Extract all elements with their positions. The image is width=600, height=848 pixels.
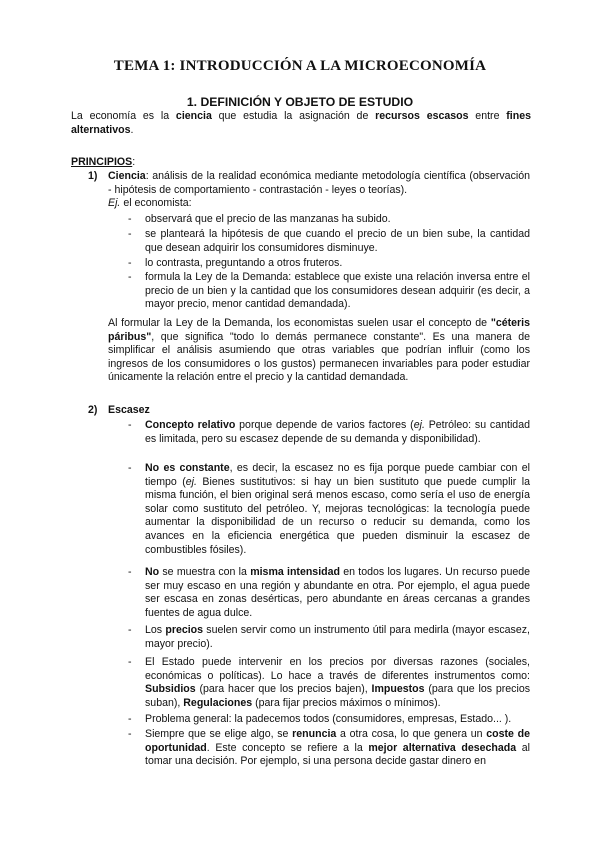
- bullet-dash: -: [128, 228, 132, 240]
- list-item: lo contrasta, preguntando a otros fruteros.: [145, 257, 343, 269]
- item-number-1: 1): [88, 170, 98, 182]
- item-ciencia: Ciencia: análisis de la realidad económica mediante metodología científica (observación - hipótesis de comportamiento - contrastación - leyes o teorías).: [108, 170, 530, 196]
- bullet-dash: -: [128, 213, 132, 225]
- list-item: Los precios suelen servir como un instrumento útil para medirla (mayor escasez, mayor precio).: [145, 624, 530, 650]
- bullet-dash: -: [128, 728, 132, 740]
- list-item: Siempre que se elige algo, se renuncia a otra cosa, lo que genera un coste de oportunidad. Este concepto se refiere a la mejor alternativa desechada al tomar una decisión. Por ejemplo, si una persona decide gastar dinero en: [145, 728, 530, 768]
- bullet-dash: -: [128, 257, 132, 269]
- list-item: Concepto relativo porque depende de varios factores (ej. Petróleo: su cantidad es limitada, pero su escasez depende de su demanda y disponibilidad).: [145, 419, 530, 445]
- bullet-dash: -: [128, 462, 132, 474]
- bullet-dash: -: [128, 419, 132, 431]
- example-intro: Ej. el economista:: [108, 197, 192, 209]
- intro-paragraph: La economía es la ciencia que estudia la asignación de recursos escasos entre fines alternativos.: [71, 110, 531, 136]
- bullet-dash: -: [128, 713, 132, 725]
- section-heading: 1. DEFINICIÓN Y OBJETO DE ESTUDIO: [186, 95, 414, 109]
- bullet-dash: -: [128, 271, 132, 283]
- page-title: TEMA 1: INTRODUCCIÓN A LA MICROECONOMÍA: [113, 58, 487, 74]
- item-escasez-title: Escasez: [108, 404, 150, 416]
- ceteris-paribus-paragraph: Al formular la Ley de la Demanda, los economistas suelen usar el concepto de "céteris páribus", que significa "todo lo demás permanece constante". Es una manera de simplificar el análisis asumiendo que otras variables que podrían influir (como los ingresos de los consumidores o los gustos) permanecen invariables para poder estudiar únicamente la relación entre el precio y la cantidad demandada.: [108, 317, 530, 384]
- list-item: observará que el precio de las manzanas ha subido.: [145, 213, 391, 225]
- list-item: Problema general: la padecemos todos (consumidores, empresas, Estado... ).: [145, 713, 512, 725]
- bullet-dash: -: [128, 656, 132, 668]
- item-number-2: 2): [88, 404, 98, 416]
- list-item: formula la Ley de la Demanda: establece que existe una relación inversa entre el precio de un bien y la cantidad que los consumidores desean adquirir (es decir, a mayor precio, menor cantidad demandada).: [145, 271, 530, 311]
- list-item: El Estado puede intervenir en los precios por diversas razones (sociales, económicas o políticas). Lo hace a través de diferentes instrumentos como: Subsidios (para hacer que los precios bajen), Impuestos (para que los precios suban), Regulaciones (para fijar precios máximos o mínimos).: [145, 656, 531, 709]
- principios-heading: PRINCIPIOS:: [71, 156, 136, 168]
- list-item: se planteará la hipótesis de que cuando el precio de un bien sube, la cantidad que desean adquirir los consumidores disminuye.: [145, 228, 530, 254]
- bullet-dash: -: [128, 566, 132, 578]
- list-item: No es constante, es decir, la escasez no es fija porque puede cambiar con el tiempo (ej. Bienes sustitutivos: si hay un bien sustituto que puede cumplir la misma función, el bien original será menos escaso, como sería el uso de energía solar como sustituto del petróleo. Y, mejoras tecnológicas: la tecnología puede aumentar la disponibilidad de un recurso o reducir su demanda, como los avances en la eficiencia energética que pueden disminuir la escasez de combustibles fósiles).: [145, 462, 531, 556]
- bullet-dash: -: [128, 624, 132, 636]
- list-item: No se muestra con la misma intensidad en todos los lugares. Un recurso puede ser muy escaso en una región y abundante en otra. Por ejemplo, el agua puede ser escasa en zonas desérticas, pero abundante en áreas cercanas a grandes fuentes de agua dulce.: [145, 566, 531, 619]
